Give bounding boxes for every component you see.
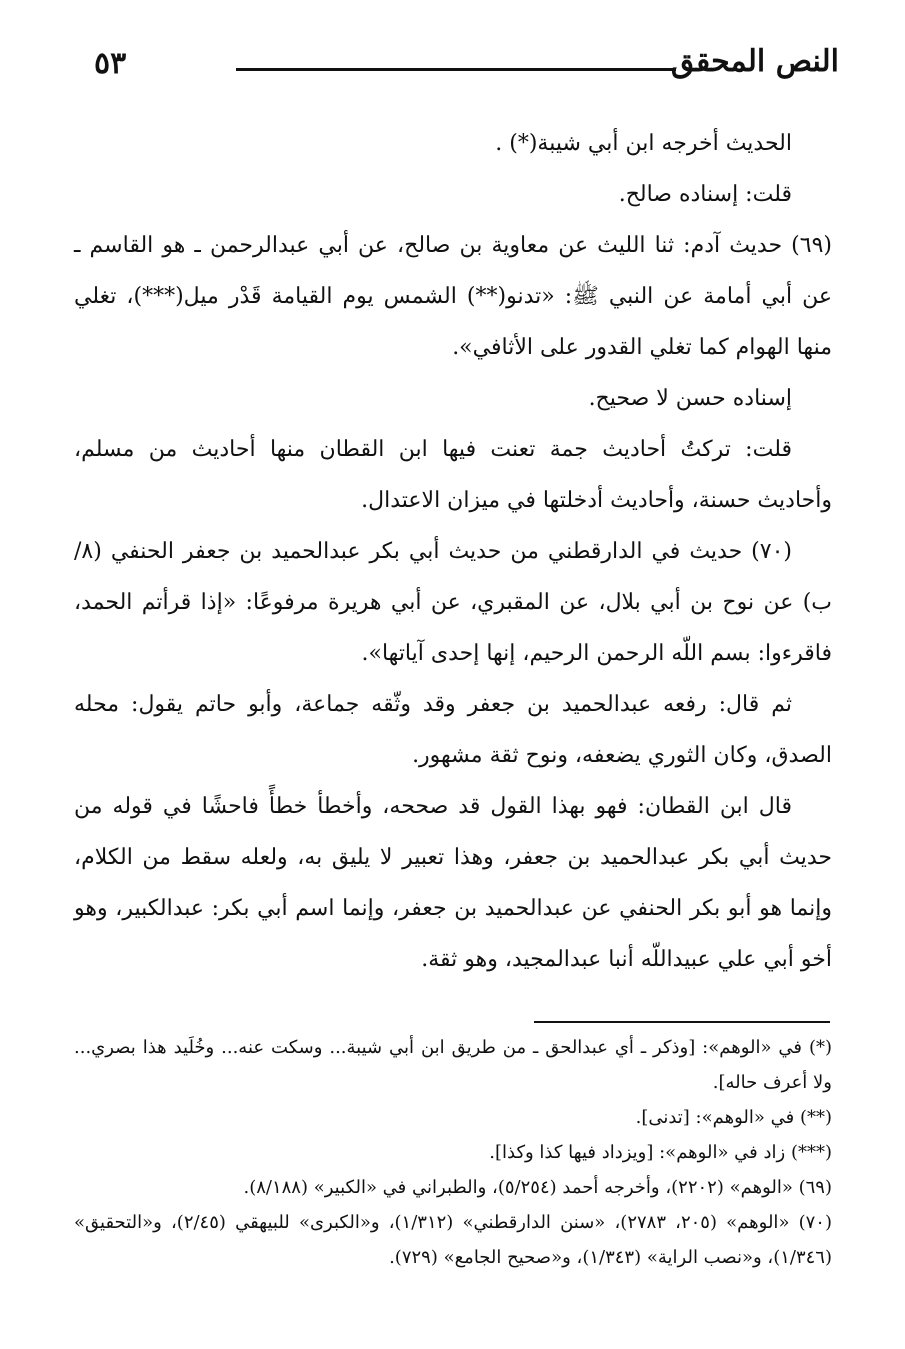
footnote: (٦٩) «الوهم» (٢٢٠٢)، وأخرجه أحمد (٥/٢٥٤)، والطبراني في «الكبير» (٨/١٨٨). — [243, 1177, 832, 1198]
paragraph: إسناده حسن لا صحيح. — [588, 386, 792, 411]
footnote: (٧٠) «الوهم» (٢٠٥، ٢٧٨٣)، «سنن الدارقطني» (١/٣١٢)، و«الكبرى» للبيهقي (٢/٤٥)، و«التحقيق» (١/٣٤٦)، و«نصب الراية» (١/٣٤٣)، و«صحيح الجامع» (٧٢٩). — [74, 1212, 833, 1268]
paragraph: الحديث أخرجه ابن أبي شيبة(*) . — [495, 131, 792, 156]
paragraph: ثم قال: رفعه عبدالحميد بن جعفر وقد وثّقه جماعة، وأبو حاتم يقول: محله الصدق، وكان الثوري يضعفه، ونوح ثقة مشهور. — [74, 692, 832, 768]
paragraph: قلت: إسناده صالح. — [618, 182, 792, 207]
footnote-separator — [534, 1021, 830, 1023]
page-number: ٥٣ — [94, 46, 127, 81]
footnotes — [74, 1030, 832, 1275]
page-header — [70, 40, 839, 90]
header-rule — [236, 68, 676, 71]
main-text — [74, 118, 832, 985]
footnote: (**) في «الوهم»: [تدنى]. — [635, 1107, 832, 1128]
running-title: النص المحقق — [670, 44, 839, 79]
paragraph: قلت: تركتُ أحاديث جمة تعنت فيها ابن القطان منها أحاديث من مسلم، وأحاديث حسنة، وأحاديث أدخلتها في ميزان الاعتدال. — [74, 437, 832, 513]
hadith-entry-70: (٧٠) حديث في الدارقطني من حديث أبي بكر عبدالحميد بن جعفر الحنفي (٨/ب) عن نوح بن أبي بلال، عن المقبري، عن أبي هريرة مرفوعًا: «إذا قرأتم الحمد، فاقرءوا: بسم اللّه الرحمن الرحيم، إنها إحدى آياتها». — [74, 539, 832, 666]
footnote: (*) في «الوهم»: [وذكر ـ أي عبدالحق ـ من طريق ابن أبي شيبة... وسكت عنه... وخُلَيد هذا بصري... ولا أعرف حاله]. — [74, 1037, 832, 1093]
footnote: (***) زاد في «الوهم»: [ويزداد فيها كذا وكذا]. — [489, 1142, 832, 1163]
paragraph: قال ابن القطان: فهو بهذا القول قد صححه، وأخطأ خطأً فاحشًا في قوله من حديث أبي بكر عبدالحميد بن جعفر، وهذا تعبير لا يليق به، ولعله سقط من الكلام، وإنما هو أبو بكر الحنفي عن عبدالحميد بن جعفر، وإنما اسم أبي بكر: عبدالكبير، وهو أخو أبي علي عبيداللّه أنبا عبدالمجيد، وهو ثقة. — [74, 794, 832, 972]
hadith-entry-69: (٦٩) حديث آدم: ثنا الليث عن معاوية بن صالح، عن أبي عبدالرحمن ـ هو القاسم ـ عن أبي أمامة عن النبي ﷺ: «تدنو(**) الشمس يوم القيامة قَدْر ميل(***)، تغلي منها الهوام كما تغلي القدور على الأثافي». — [74, 233, 832, 360]
